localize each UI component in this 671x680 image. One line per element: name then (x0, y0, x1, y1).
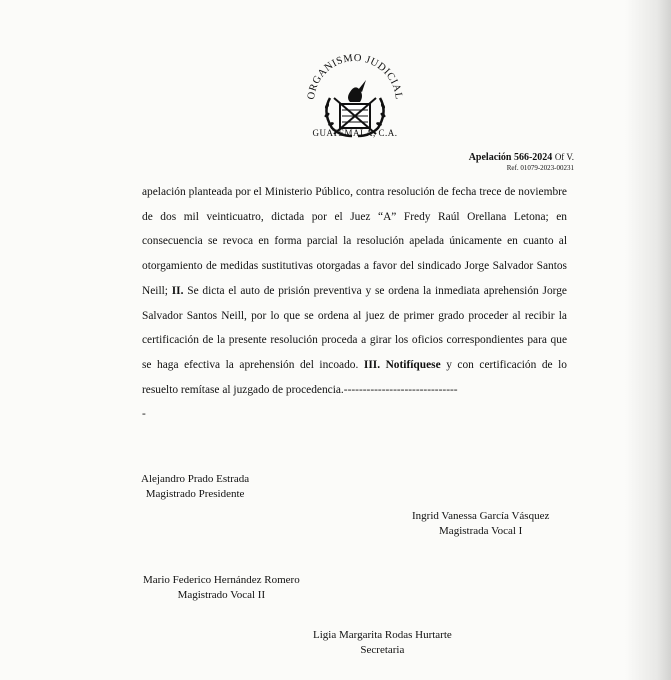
signature-name: Alejandro Prado Estrada (141, 473, 250, 485)
case-suffix: Of V. (554, 152, 574, 162)
signature-name: Mario Federico Hernández Romero (143, 574, 300, 586)
signature-title: Magistrada Vocal I (439, 525, 523, 537)
paragraph-part-2: Se dicta el auto de prisión preventiva y se ordena la inmediata aprehensión Jorge Salvador Santos Neill, por lo que se ordena al juez de primer grado proceder al recibir la certificación de la presente resolución proceda a girar los oficios correspondientes para que se haga efectiva la aprehensión del incoado. (142, 284, 567, 371)
numeral-iii: III. Notifíquese (363, 358, 441, 371)
crest-location: GUATEMALA, C.A. (312, 128, 398, 138)
signature-vocal-ii (143, 573, 300, 603)
case-reference (469, 152, 574, 172)
svg-text:ORGANISMO JUDICIAL: ORGANISMO JUDICIAL (305, 52, 405, 101)
signature-name: Ligia Margarita Rodas Hurtarte (313, 629, 452, 641)
case-number-line (469, 152, 574, 163)
signature-vocal-i (412, 509, 549, 539)
resolution-paragraph (142, 180, 567, 402)
signature-title: Secretaria (360, 644, 405, 656)
paragraph-part-3: y con certificación de lo resuelto remítase al juzgado de procedencia.------------------------------ (142, 358, 568, 396)
numeral-ii: II. (171, 284, 184, 297)
paragraph-part-1: apelación planteada por el Ministerio Público, contra resolución de fecha trece de noviembre de dos mil veinticuatro, dictada por el Juez “A” Fredy Raúl Orellana Letona; en consecuencia se revoca en forma parcial la resolución apelada únicamente en cuanto al otorgamiento de medidas sustitutivas otorgadas a favor del sindicado Jorge Salvador Santos Neill; (142, 186, 567, 297)
page-edge-shadow (625, 0, 671, 680)
resolution-text (142, 180, 567, 427)
signature-title: Magistrado Vocal II (177, 589, 266, 601)
signature-name: Ingrid Vanessa García Vásquez (412, 510, 550, 522)
case-number: Apelación 566-2024 (468, 152, 553, 163)
signature-secretaria (313, 628, 452, 658)
signature-presidente (141, 472, 249, 502)
trailing-dash: - (142, 408, 146, 421)
signature-title: Magistrado Presidente (145, 488, 245, 500)
reference-number: Ref. 01079-2023-00231 (506, 164, 574, 172)
